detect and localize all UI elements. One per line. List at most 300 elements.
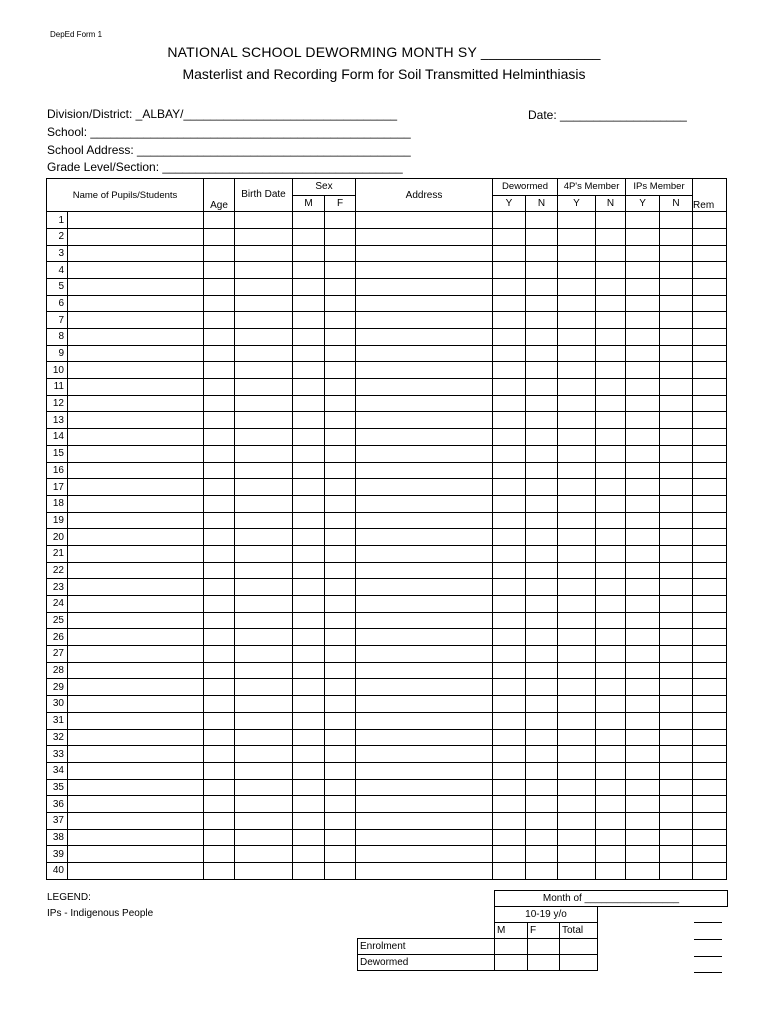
- table-cell[interactable]: [293, 646, 325, 663]
- table-cell[interactable]: [660, 562, 693, 579]
- table-cell[interactable]: [660, 812, 693, 829]
- table-cell[interactable]: [693, 812, 727, 829]
- table-cell[interactable]: [493, 295, 526, 312]
- table-cell[interactable]: [626, 796, 660, 813]
- table-cell[interactable]: [204, 479, 235, 496]
- table-cell[interactable]: [204, 662, 235, 679]
- table-cell[interactable]: [356, 312, 493, 329]
- table-cell[interactable]: [660, 262, 693, 279]
- table-cell[interactable]: [626, 779, 660, 796]
- table-cell[interactable]: [493, 545, 526, 562]
- table-cell[interactable]: [660, 345, 693, 362]
- table-cell[interactable]: [596, 696, 626, 713]
- table-cell[interactable]: [356, 345, 493, 362]
- table-cell[interactable]: [204, 312, 235, 329]
- table-cell[interactable]: [558, 629, 596, 646]
- table-cell[interactable]: [596, 312, 626, 329]
- table-cell[interactable]: [660, 729, 693, 746]
- table-cell[interactable]: [626, 679, 660, 696]
- table-cell[interactable]: [293, 429, 325, 446]
- table-cell[interactable]: [356, 278, 493, 295]
- table-cell[interactable]: [356, 512, 493, 529]
- table-cell[interactable]: [356, 379, 493, 396]
- table-cell[interactable]: [235, 812, 293, 829]
- table-cell[interactable]: [660, 495, 693, 512]
- table-cell[interactable]: [293, 312, 325, 329]
- table-cell[interactable]: [660, 312, 693, 329]
- table-cell[interactable]: [493, 362, 526, 379]
- table-cell[interactable]: [325, 312, 356, 329]
- table-cell[interactable]: [626, 429, 660, 446]
- table-cell[interactable]: [204, 762, 235, 779]
- table-cell[interactable]: [693, 495, 727, 512]
- table-cell[interactable]: [493, 445, 526, 462]
- table-cell[interactable]: [204, 429, 235, 446]
- table-cell[interactable]: [558, 445, 596, 462]
- table-cell[interactable]: [293, 295, 325, 312]
- table-cell[interactable]: [526, 529, 558, 546]
- table-cell[interactable]: [660, 662, 693, 679]
- table-cell[interactable]: [626, 729, 660, 746]
- table-cell[interactable]: [526, 662, 558, 679]
- enrolment-f-cell[interactable]: [528, 939, 560, 955]
- table-cell[interactable]: [293, 796, 325, 813]
- table-cell[interactable]: [235, 796, 293, 813]
- table-cell[interactable]: [558, 312, 596, 329]
- table-cell[interactable]: [558, 712, 596, 729]
- table-cell[interactable]: [626, 245, 660, 262]
- table-cell[interactable]: [235, 245, 293, 262]
- table-cell[interactable]: [596, 462, 626, 479]
- table-cell[interactable]: [693, 762, 727, 779]
- table-cell[interactable]: [235, 495, 293, 512]
- table-cell[interactable]: [235, 379, 293, 396]
- table-cell[interactable]: [204, 228, 235, 245]
- table-cell[interactable]: [596, 278, 626, 295]
- table-cell[interactable]: [493, 596, 526, 613]
- table-cell[interactable]: [293, 228, 325, 245]
- table-cell[interactable]: [526, 562, 558, 579]
- table-cell[interactable]: [235, 345, 293, 362]
- table-cell[interactable]: [493, 746, 526, 763]
- table-cell[interactable]: [204, 629, 235, 646]
- table-cell[interactable]: [493, 646, 526, 663]
- table-cell[interactable]: [235, 295, 293, 312]
- table-cell[interactable]: [325, 629, 356, 646]
- table-cell[interactable]: [204, 395, 235, 412]
- table-cell[interactable]: [660, 646, 693, 663]
- table-cell[interactable]: [660, 512, 693, 529]
- table-cell[interactable]: [596, 529, 626, 546]
- table-cell[interactable]: [235, 729, 293, 746]
- table-cell[interactable]: [660, 228, 693, 245]
- table-cell[interactable]: [325, 746, 356, 763]
- table-cell[interactable]: [558, 646, 596, 663]
- table-cell[interactable]: [356, 429, 493, 446]
- table-cell[interactable]: [293, 245, 325, 262]
- table-cell[interactable]: [596, 712, 626, 729]
- table-cell[interactable]: [204, 512, 235, 529]
- table-cell[interactable]: [558, 262, 596, 279]
- table-cell[interactable]: [325, 612, 356, 629]
- table-cell[interactable]: [204, 278, 235, 295]
- table-cell[interactable]: [356, 579, 493, 596]
- table-cell[interactable]: [596, 646, 626, 663]
- table-cell[interactable]: [204, 796, 235, 813]
- table-cell[interactable]: [526, 262, 558, 279]
- enrolment-m-cell[interactable]: [495, 939, 528, 955]
- table-cell[interactable]: [626, 846, 660, 863]
- table-cell[interactable]: [493, 812, 526, 829]
- table-cell[interactable]: [693, 629, 727, 646]
- table-cell[interactable]: [68, 746, 204, 763]
- table-cell[interactable]: [204, 262, 235, 279]
- table-cell[interactable]: [293, 679, 325, 696]
- table-cell[interactable]: [526, 729, 558, 746]
- table-cell[interactable]: [356, 412, 493, 429]
- table-cell[interactable]: [235, 412, 293, 429]
- table-cell[interactable]: [626, 479, 660, 496]
- table-cell[interactable]: [526, 646, 558, 663]
- table-cell[interactable]: [493, 863, 526, 880]
- table-cell[interactable]: [693, 863, 727, 880]
- table-cell[interactable]: [558, 545, 596, 562]
- table-cell[interactable]: [68, 212, 204, 229]
- table-cell[interactable]: [204, 646, 235, 663]
- table-cell[interactable]: [204, 712, 235, 729]
- table-cell[interactable]: [493, 779, 526, 796]
- table-cell[interactable]: [235, 779, 293, 796]
- table-cell[interactable]: [693, 445, 727, 462]
- table-cell[interactable]: [356, 228, 493, 245]
- table-cell[interactable]: [493, 696, 526, 713]
- table-cell[interactable]: [68, 262, 204, 279]
- table-cell[interactable]: [693, 646, 727, 663]
- table-cell[interactable]: [526, 495, 558, 512]
- table-cell[interactable]: [204, 846, 235, 863]
- table-cell[interactable]: [693, 729, 727, 746]
- table-cell[interactable]: [293, 329, 325, 346]
- table-cell[interactable]: [493, 529, 526, 546]
- table-cell[interactable]: [204, 412, 235, 429]
- table-cell[interactable]: [558, 529, 596, 546]
- table-cell[interactable]: [558, 729, 596, 746]
- table-cell[interactable]: [493, 212, 526, 229]
- table-cell[interactable]: [325, 829, 356, 846]
- table-cell[interactable]: [693, 612, 727, 629]
- table-cell[interactable]: [235, 529, 293, 546]
- table-cell[interactable]: [293, 545, 325, 562]
- table-cell[interactable]: [493, 462, 526, 479]
- table-cell[interactable]: [68, 712, 204, 729]
- table-cell[interactable]: [68, 646, 204, 663]
- table-cell[interactable]: [626, 596, 660, 613]
- division-field[interactable]: Division/District: _ALBAY/________________________________: [47, 107, 398, 121]
- table-cell[interactable]: [68, 863, 204, 880]
- table-cell[interactable]: [558, 479, 596, 496]
- table-cell[interactable]: [68, 379, 204, 396]
- table-cell[interactable]: [325, 395, 356, 412]
- table-cell[interactable]: [356, 662, 493, 679]
- table-cell[interactable]: [596, 379, 626, 396]
- table-cell[interactable]: [558, 362, 596, 379]
- table-cell[interactable]: [293, 662, 325, 679]
- table-cell[interactable]: [558, 562, 596, 579]
- table-cell[interactable]: [526, 212, 558, 229]
- table-cell[interactable]: [526, 362, 558, 379]
- table-cell[interactable]: [68, 295, 204, 312]
- table-cell[interactable]: [204, 729, 235, 746]
- table-cell[interactable]: [325, 262, 356, 279]
- table-cell[interactable]: [693, 295, 727, 312]
- table-cell[interactable]: [660, 212, 693, 229]
- table-cell[interactable]: [596, 545, 626, 562]
- grade-section-field[interactable]: Grade Level/Section: ____________________________________: [47, 160, 403, 174]
- table-cell[interactable]: [325, 228, 356, 245]
- table-cell[interactable]: [204, 612, 235, 629]
- table-cell[interactable]: [558, 495, 596, 512]
- table-cell[interactable]: [626, 512, 660, 529]
- table-cell[interactable]: [693, 362, 727, 379]
- table-cell[interactable]: [325, 729, 356, 746]
- table-cell[interactable]: [356, 863, 493, 880]
- table-cell[interactable]: [493, 712, 526, 729]
- table-cell[interactable]: [660, 395, 693, 412]
- table-cell[interactable]: [204, 696, 235, 713]
- table-cell[interactable]: [356, 846, 493, 863]
- table-cell[interactable]: [660, 329, 693, 346]
- table-cell[interactable]: [693, 846, 727, 863]
- table-cell[interactable]: [356, 679, 493, 696]
- table-cell[interactable]: [596, 345, 626, 362]
- table-cell[interactable]: [626, 379, 660, 396]
- table-cell[interactable]: [596, 395, 626, 412]
- table-cell[interactable]: [68, 228, 204, 245]
- table-cell[interactable]: [558, 579, 596, 596]
- table-cell[interactable]: [558, 412, 596, 429]
- table-cell[interactable]: [68, 362, 204, 379]
- table-cell[interactable]: [325, 679, 356, 696]
- table-cell[interactable]: [558, 846, 596, 863]
- table-cell[interactable]: [293, 746, 325, 763]
- table-cell[interactable]: [596, 212, 626, 229]
- table-cell[interactable]: [68, 796, 204, 813]
- table-cell[interactable]: [235, 429, 293, 446]
- table-cell[interactable]: [293, 829, 325, 846]
- table-cell[interactable]: [235, 646, 293, 663]
- table-cell[interactable]: [68, 679, 204, 696]
- table-cell[interactable]: [493, 412, 526, 429]
- table-cell[interactable]: [293, 762, 325, 779]
- table-cell[interactable]: [693, 562, 727, 579]
- table-cell[interactable]: [626, 228, 660, 245]
- table-cell[interactable]: [325, 479, 356, 496]
- table-cell[interactable]: [558, 812, 596, 829]
- table-cell[interactable]: [626, 462, 660, 479]
- table-cell[interactable]: [293, 379, 325, 396]
- table-cell[interactable]: [204, 596, 235, 613]
- table-cell[interactable]: [68, 812, 204, 829]
- table-cell[interactable]: [493, 762, 526, 779]
- table-cell[interactable]: [493, 562, 526, 579]
- table-cell[interactable]: [493, 479, 526, 496]
- table-cell[interactable]: [626, 863, 660, 880]
- table-cell[interactable]: [204, 579, 235, 596]
- table-cell[interactable]: [204, 812, 235, 829]
- table-cell[interactable]: [356, 812, 493, 829]
- table-cell[interactable]: [693, 829, 727, 846]
- table-cell[interactable]: [68, 329, 204, 346]
- table-cell[interactable]: [204, 545, 235, 562]
- table-cell[interactable]: [235, 462, 293, 479]
- table-cell[interactable]: [660, 278, 693, 295]
- table-cell[interactable]: [626, 696, 660, 713]
- table-cell[interactable]: [293, 362, 325, 379]
- table-cell[interactable]: [558, 295, 596, 312]
- table-cell[interactable]: [68, 562, 204, 579]
- table-cell[interactable]: [68, 579, 204, 596]
- table-cell[interactable]: [558, 762, 596, 779]
- table-cell[interactable]: [693, 245, 727, 262]
- table-cell[interactable]: [596, 445, 626, 462]
- table-cell[interactable]: [68, 729, 204, 746]
- table-cell[interactable]: [325, 812, 356, 829]
- table-cell[interactable]: [660, 462, 693, 479]
- table-cell[interactable]: [235, 712, 293, 729]
- table-cell[interactable]: [693, 696, 727, 713]
- table-cell[interactable]: [293, 629, 325, 646]
- table-cell[interactable]: [68, 462, 204, 479]
- table-cell[interactable]: [660, 779, 693, 796]
- table-cell[interactable]: [293, 712, 325, 729]
- table-cell[interactable]: [68, 829, 204, 846]
- table-cell[interactable]: [626, 329, 660, 346]
- table-cell[interactable]: [293, 562, 325, 579]
- table-cell[interactable]: [68, 662, 204, 679]
- table-cell[interactable]: [235, 746, 293, 763]
- table-cell[interactable]: [68, 512, 204, 529]
- table-cell[interactable]: [693, 228, 727, 245]
- table-cell[interactable]: [325, 579, 356, 596]
- table-cell[interactable]: [493, 512, 526, 529]
- table-cell[interactable]: [235, 445, 293, 462]
- table-cell[interactable]: [68, 445, 204, 462]
- table-cell[interactable]: [626, 646, 660, 663]
- table-cell[interactable]: [526, 545, 558, 562]
- table-cell[interactable]: [526, 295, 558, 312]
- table-cell[interactable]: [626, 495, 660, 512]
- table-cell[interactable]: [204, 746, 235, 763]
- table-cell[interactable]: [293, 212, 325, 229]
- table-cell[interactable]: [558, 345, 596, 362]
- table-cell[interactable]: [68, 846, 204, 863]
- table-cell[interactable]: [356, 712, 493, 729]
- table-cell[interactable]: [526, 329, 558, 346]
- table-cell[interactable]: [626, 212, 660, 229]
- table-cell[interactable]: [293, 512, 325, 529]
- table-cell[interactable]: [596, 512, 626, 529]
- table-cell[interactable]: [626, 295, 660, 312]
- table-cell[interactable]: [204, 445, 235, 462]
- table-cell[interactable]: [235, 679, 293, 696]
- table-cell[interactable]: [660, 479, 693, 496]
- table-cell[interactable]: [693, 462, 727, 479]
- table-cell[interactable]: [493, 312, 526, 329]
- table-cell[interactable]: [596, 629, 626, 646]
- table-cell[interactable]: [235, 829, 293, 846]
- table-cell[interactable]: [235, 479, 293, 496]
- table-cell[interactable]: [596, 579, 626, 596]
- table-cell[interactable]: [493, 829, 526, 846]
- table-cell[interactable]: [693, 212, 727, 229]
- table-cell[interactable]: [693, 329, 727, 346]
- table-cell[interactable]: [558, 278, 596, 295]
- table-cell[interactable]: [596, 295, 626, 312]
- table-cell[interactable]: [235, 212, 293, 229]
- table-cell[interactable]: [204, 679, 235, 696]
- table-cell[interactable]: [493, 612, 526, 629]
- table-cell[interactable]: [660, 863, 693, 880]
- table-cell[interactable]: [325, 529, 356, 546]
- table-cell[interactable]: [626, 812, 660, 829]
- table-cell[interactable]: [693, 679, 727, 696]
- table-cell[interactable]: [526, 812, 558, 829]
- table-cell[interactable]: [626, 762, 660, 779]
- table-cell[interactable]: [493, 729, 526, 746]
- table-cell[interactable]: [325, 462, 356, 479]
- table-cell[interactable]: [204, 779, 235, 796]
- table-cell[interactable]: [68, 545, 204, 562]
- table-cell[interactable]: [693, 345, 727, 362]
- table-cell[interactable]: [693, 479, 727, 496]
- table-cell[interactable]: [493, 429, 526, 446]
- table-cell[interactable]: [493, 679, 526, 696]
- table-cell[interactable]: [356, 245, 493, 262]
- table-cell[interactable]: [204, 495, 235, 512]
- table-cell[interactable]: [356, 746, 493, 763]
- table-cell[interactable]: [325, 545, 356, 562]
- table-cell[interactable]: [558, 329, 596, 346]
- table-cell[interactable]: [660, 696, 693, 713]
- table-cell[interactable]: [626, 629, 660, 646]
- table-cell[interactable]: [356, 462, 493, 479]
- table-cell[interactable]: [235, 762, 293, 779]
- table-cell[interactable]: [626, 579, 660, 596]
- table-cell[interactable]: [68, 629, 204, 646]
- table-cell[interactable]: [204, 529, 235, 546]
- table-cell[interactable]: [356, 295, 493, 312]
- table-cell[interactable]: [526, 312, 558, 329]
- table-cell[interactable]: [596, 245, 626, 262]
- table-cell[interactable]: [596, 596, 626, 613]
- table-cell[interactable]: [596, 796, 626, 813]
- table-cell[interactable]: [356, 329, 493, 346]
- table-cell[interactable]: [493, 796, 526, 813]
- table-cell[interactable]: [356, 562, 493, 579]
- table-cell[interactable]: [68, 495, 204, 512]
- table-cell[interactable]: [235, 612, 293, 629]
- table-cell[interactable]: [660, 796, 693, 813]
- table-cell[interactable]: [693, 529, 727, 546]
- table-cell[interactable]: [596, 412, 626, 429]
- table-cell[interactable]: [558, 429, 596, 446]
- table-cell[interactable]: [325, 562, 356, 579]
- table-cell[interactable]: [235, 312, 293, 329]
- table-cell[interactable]: [293, 812, 325, 829]
- table-cell[interactable]: [558, 512, 596, 529]
- table-cell[interactable]: [596, 479, 626, 496]
- table-cell[interactable]: [596, 429, 626, 446]
